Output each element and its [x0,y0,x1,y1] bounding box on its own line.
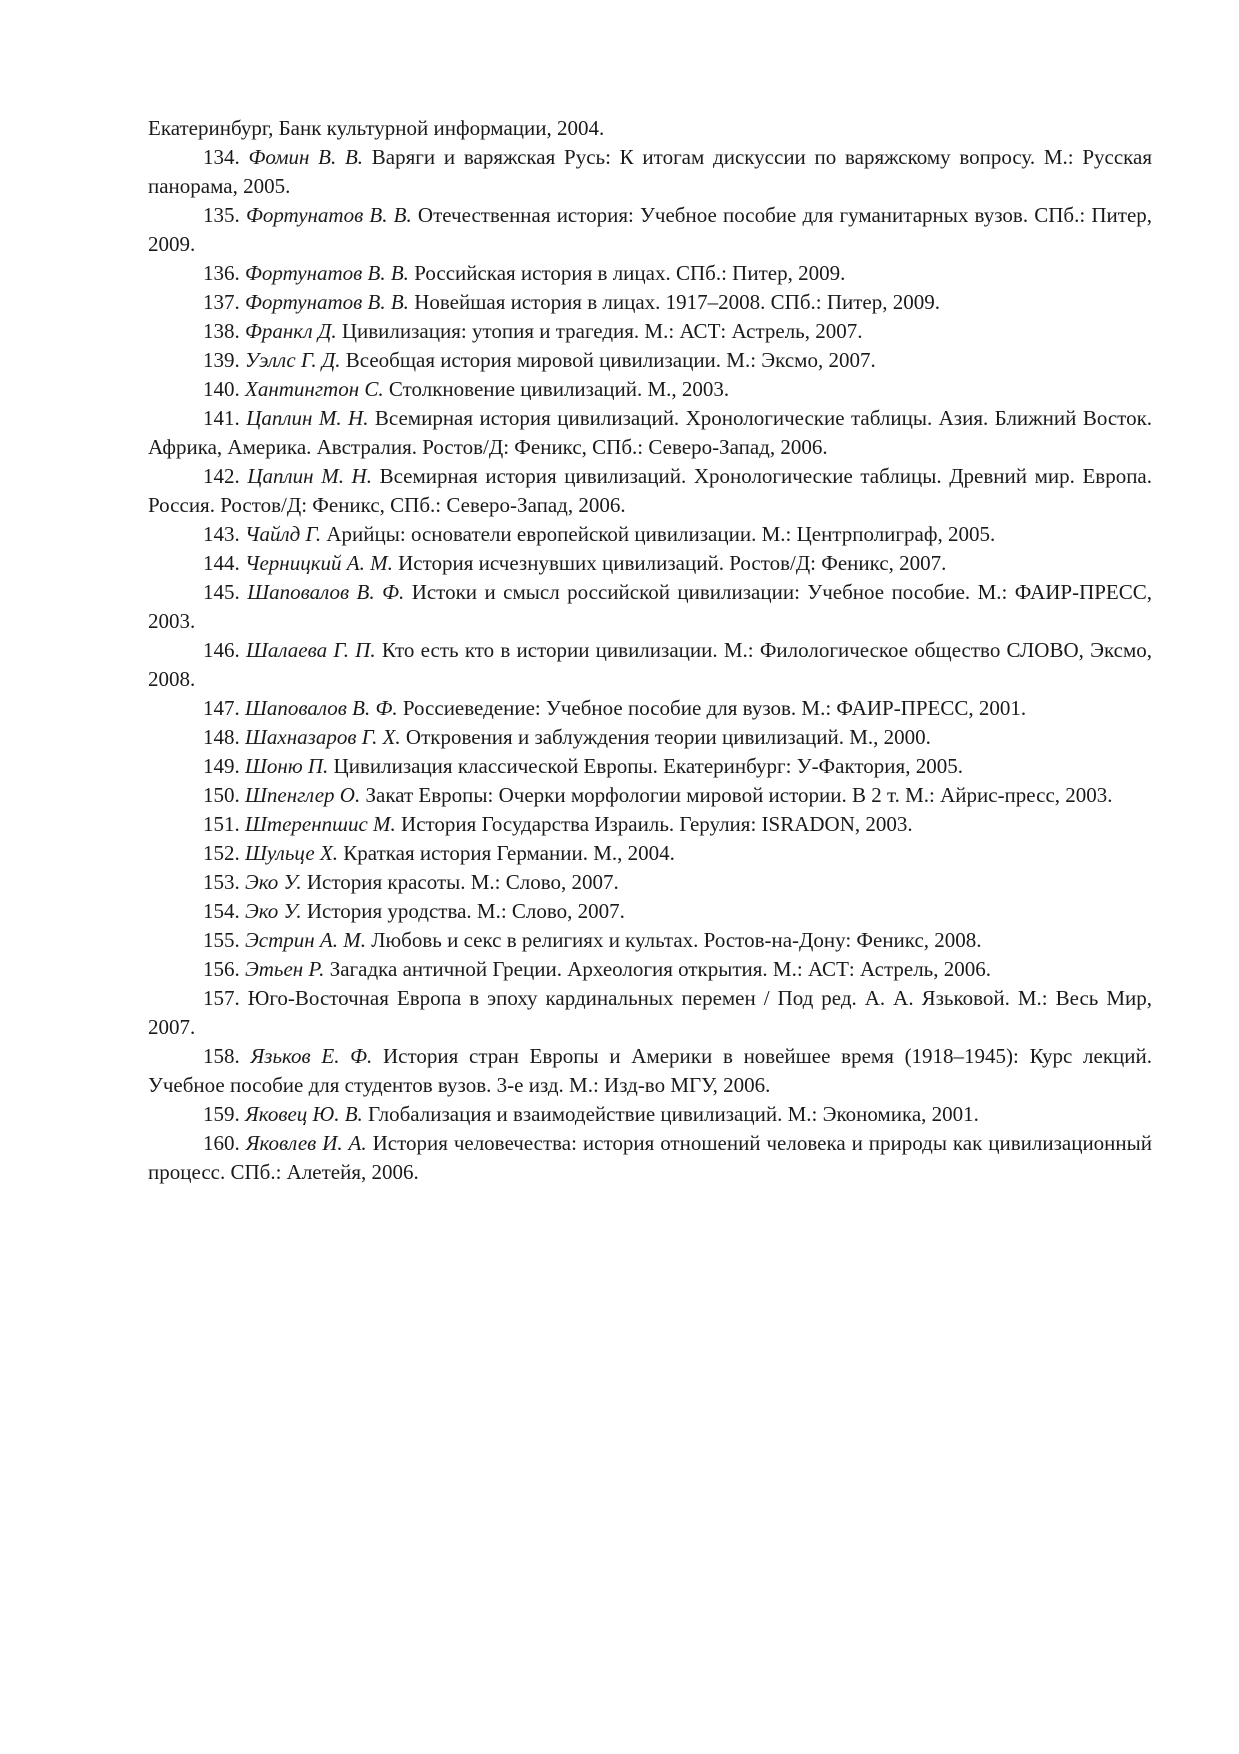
bibliography-entry [148,984,1152,1042]
entry-number: 156. [203,957,240,981]
entry-author: Чайлд Г. [245,522,322,546]
bibliography-entry [148,723,1152,752]
entry-text: Всемирная история цивилизаций. Хронологические таблицы. Азия. Ближний Восток. Африка, Америка. Австралия. Ростов/Д: Феникс, СПб.: Северо-Запад, 2006. [148,406,1153,459]
entry-author: Яковлев И. А. [245,1131,367,1155]
entry-author: Черницкий А. М. [245,551,393,575]
entry-text: Кто есть кто в истории цивилизации. М.: Филологическое общество СЛОВО, Эксмо, 2008. [148,638,1153,691]
bibliography-entry [148,259,1152,288]
bibliography-entry [148,404,1152,462]
entry-number: 143. [203,522,240,546]
bibliography-entry [148,926,1152,955]
entry-number: 148. [203,725,240,749]
entry-author: Цаплин М. Н. [246,406,369,430]
entry-number: 153. [203,870,240,894]
entry-number: 142. [203,464,240,488]
entry-author: Шульце Х. [245,841,339,865]
entry-author: Фортунатов В. В. [245,203,412,227]
entry-author: Язьков Е. Ф. [250,1044,373,1068]
entry-number: 157. [203,986,240,1010]
bibliography-entry [148,897,1152,926]
entry-text: Цивилизация: утопия и трагедия. М.: АСТ: Астрель, 2007. [341,319,863,343]
entry-number: 141. [203,406,240,430]
entry-author: Шалаева Г. П. [245,638,376,662]
entry-number: 150. [203,783,240,807]
bibliography-entry [148,839,1152,868]
bibliography-page [148,114,1152,1187]
entry-author: Штеренпшис М. [245,812,396,836]
entry-text: Глобализация и взаимодействие цивилизаций. М.: Экономика, 2001. [368,1102,979,1126]
entry-author: Шпенглер О. [245,783,361,807]
entry-author: Шаповалов В. Ф. [245,696,398,720]
entry-text: История стран Европы и Америки в новейшее время (1918–1945): Курс лекций. Учебное пособие для студентов вузов. 3-е изд. М.: Изд-во МГУ, 2006. [148,1044,1153,1097]
bibliography-continuation: Екатеринбург, Банк культурной информации, 2004. [148,116,605,140]
entry-text: Арийцы: основатели европейской цивилизации. М.: Центрполиграф, 2005. [326,522,996,546]
entry-text: Варяги и варяжская Русь: К итогам дискуссии по варяжскому вопросу. М.: Русская панорама, 2005. [148,145,1153,198]
bibliography-entry [148,375,1152,404]
bibliography-entry [148,201,1152,259]
bibliography-entry [148,1042,1152,1100]
entry-text: История Государства Израиль. Герулия: ISRADON, 2003. [401,812,913,836]
entry-number: 137. [203,290,240,314]
entry-author: Шоню П. [245,754,329,778]
bibliography-entry [148,462,1152,520]
entry-author: Шахназаров Г. Х. [245,725,401,749]
entry-number: 145. [203,580,240,604]
bibliography-entry [148,346,1152,375]
entry-number: 151. [203,812,240,836]
entry-text: Российская история в лицах. СПб.: Питер, 2009. [414,261,846,285]
entry-text: Отечественная история: Учебное пособие для гуманитарных вузов. СПб.: Питер, 2009. [148,203,1153,256]
entry-number: 135. [203,203,240,227]
entry-text: Всемирная история цивилизаций. Хронологические таблицы. Древний мир. Европа. Россия. Ростов/Д: Феникс, СПб.: Северо-Запад, 2006. [148,464,1153,517]
entry-text: История человечества: история отношений человека и природы как цивилизационный процесс. СПб.: Алетейя, 2006. [148,1131,1153,1184]
entry-text: Всеобщая история мировой цивилизации. М.: Эксмо, 2007. [345,348,876,372]
entry-text: Цивилизация классической Европы. Екатеринбург: У-Фактория, 2005. [333,754,963,778]
bibliography-entry [148,955,1152,984]
entry-text: Закат Европы: Очерки морфологии мировой истории. В 2 т. М.: Айрис-пресс, 2003. [365,783,1113,807]
entry-text: Краткая история Германии. М., 2004. [343,841,675,865]
entry-author: Яковец Ю. В. [245,1102,363,1126]
bibliography-entry [148,810,1152,839]
entry-text: Любовь и секс в религиях и культах. Ростов-на-Дону: Феникс, 2008. [371,928,982,952]
bibliography-entry [148,1100,1152,1129]
entry-author: Фомин В. В. [248,145,364,169]
entry-author: Эко У. [245,870,302,894]
entry-author: Франкл Д. [245,319,337,343]
entry-text: История уродства. М.: Слово, 2007. [306,899,625,923]
entry-author: Этьен Р. [245,957,325,981]
bibliography-entry [148,520,1152,549]
bibliography-entry [148,288,1152,317]
entry-number: 134. [203,145,240,169]
bibliography-list [148,143,1152,1187]
bibliography-entry [148,636,1152,694]
entry-text: История красоты. М.: Слово, 2007. [306,870,619,894]
entry-number: 146. [203,638,240,662]
bibliography-entry [148,868,1152,897]
bibliography-entry [148,578,1152,636]
entry-number: 160. [203,1131,240,1155]
entry-author: Эко У. [245,899,302,923]
entry-author: Эстрин А. М. [245,928,366,952]
entry-number: 140. [203,377,240,401]
entry-number: 152. [203,841,240,865]
entry-text: Истоки и смысл российской цивилизации: Учебное пособие. М.: ФАИР-ПРЕСС, 2003. [148,580,1153,633]
entry-number: 136. [203,261,240,285]
entry-number: 139. [203,348,240,372]
entry-author: Хантингтон С. [245,377,384,401]
bibliography-entry [148,781,1152,810]
bibliography-entry [148,1129,1152,1187]
entry-number: 138. [203,319,240,343]
entry-text: История исчезнувших цивилизаций. Ростов/Д: Феникс, 2007. [398,551,947,575]
entry-number: 159. [203,1102,240,1126]
entry-author: Цаплин М. Н. [247,464,372,488]
entry-text: Откровения и заблуждения теории цивилизаций. М., 2000. [405,725,931,749]
entry-number: 158. [203,1044,240,1068]
bibliography-entry [148,143,1152,201]
entry-number: 155. [203,928,240,952]
bibliography-entry [148,694,1152,723]
entry-author: Фортунатов В. В. [245,261,409,285]
entry-text: Столкновение цивилизаций. М., 2003. [388,377,730,401]
entry-text: Юго-Восточная Европа в эпоху кардинальных перемен / Под ред. А. А. Язьковой. М.: Весь Мир, 2007. [148,986,1152,1039]
entry-text: Загадка античной Греции. Археология открытия. М.: АСТ: Астрель, 2006. [329,957,992,981]
entry-text: Новейшая история в лицах. 1917–2008. СПб.: Питер, 2009. [414,290,940,314]
entry-number: 154. [203,899,240,923]
entry-number: 144. [203,551,240,575]
bibliography-entry [148,317,1152,346]
bibliography-entry [148,549,1152,578]
entry-number: 147. [203,696,240,720]
entry-number: 149. [203,754,240,778]
entry-author: Уэллс Г. Д. [245,348,341,372]
entry-author: Шаповалов В. Ф. [247,580,405,604]
bibliography-entry [148,752,1152,781]
entry-text: Россиеведение: Учебное пособие для вузов. М.: ФАИР-ПРЕСС, 2001. [402,696,1027,720]
entry-author: Фортунатов В. В. [245,290,409,314]
